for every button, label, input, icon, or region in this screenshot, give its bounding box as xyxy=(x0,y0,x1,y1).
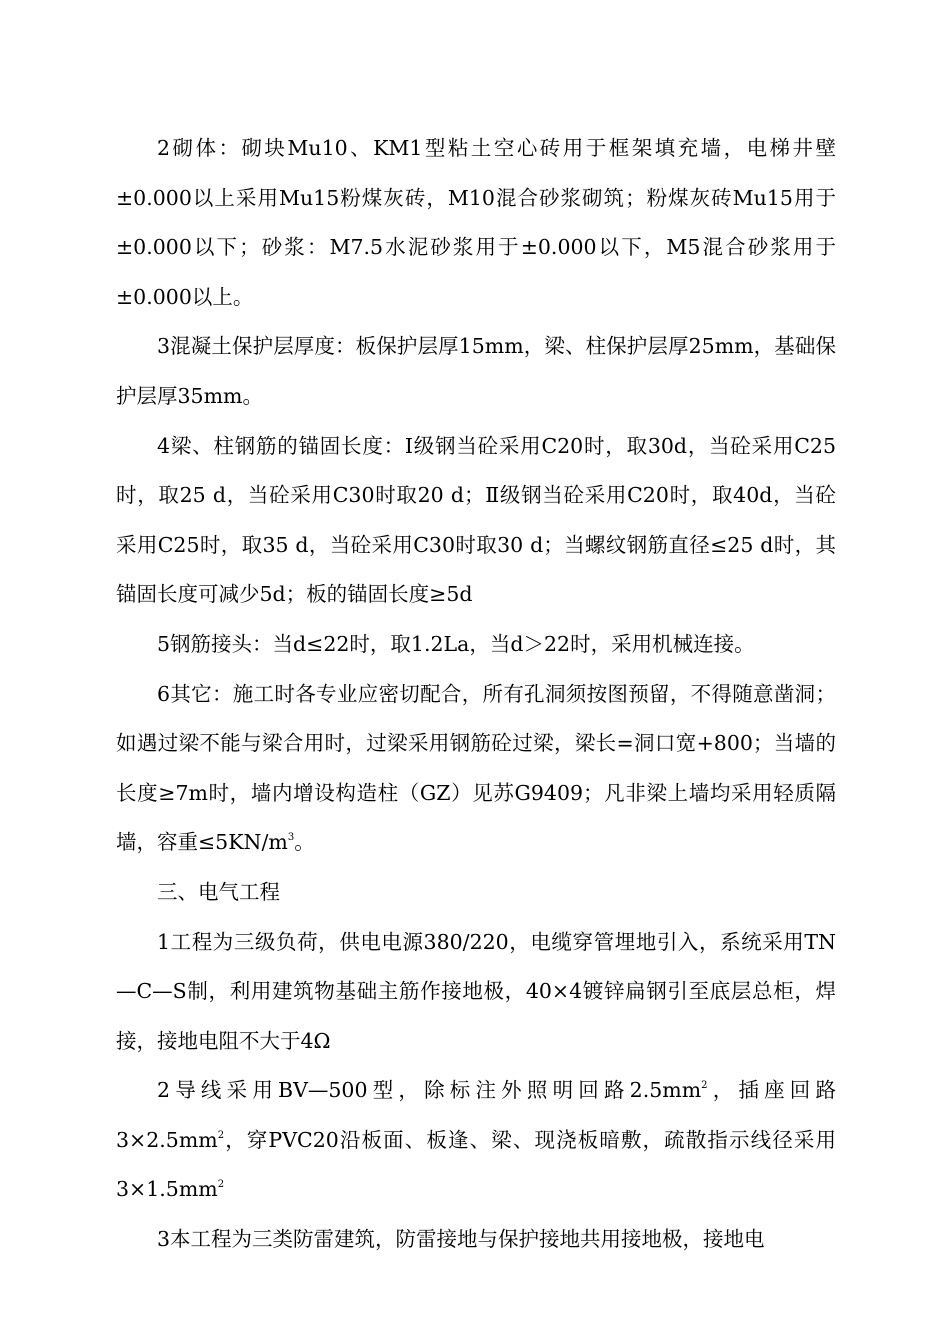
superscript: 2 xyxy=(217,1179,225,1191)
rebar-splice-paragraph: 5钢筋接头：当d≤22时，取1.2La，当d＞22时，采用机械连接。 xyxy=(157,631,755,656)
wiring-text-b: ，插座回路3×2.5mm xyxy=(116,1078,836,1152)
wiring-paragraph xyxy=(116,1066,836,1215)
lightning-protection-paragraph: 3本工程为三类防雷建筑，防雷接地与保护接地共用接地极，接地电 xyxy=(157,1227,765,1252)
masonry-paragraph: 2砌体：砌块Mu10、KM1型粘土空心砖用于框架填充墙，电梯井壁±0.000以上采用Mu15粉煤灰砖，M10混合砂浆砌筑；粉煤灰砖Mu15用于±0.000以下；砂浆：M7.5水泥砂浆用于±0.000以下，M5混合砂浆用于±0.000以上。 xyxy=(116,136,836,309)
other-notes-text: 6其它：施工时各专业应密切配合，所有孔洞须按图预留，不得随意凿洞；如遇过梁不能与梁合用时，过梁采用钢筋砼过梁，梁长=洞口宽+800；当墙的长度≥7m时，墙内增设构造柱（GZ）见苏G9409；凡非梁上墙均采用轻质隔墙，容重≤5KN/m xyxy=(116,681,836,855)
anchorage-length-paragraph: 4梁、柱钢筋的锚固长度：Ⅰ级钢当砼采用C20时，取30d，当砼采用C25时，取25 d，当砼采用C30时取20 d；Ⅱ级钢当砼采用C20时，取40d，当砼采用C25时，取35 d，当砼采用C30时取30 d；当螺纹钢筋直径≤25 d时，其锚固长度可减少5d；板的锚固长度≥5d xyxy=(116,433,836,607)
other-notes-paragraph xyxy=(116,670,836,868)
wiring-text-c: ，穿PVC20沿板面、板逢、梁、现浇板暗敷，疏散指示线径采用3×1.5mm xyxy=(116,1127,836,1202)
other-notes-end: 。 xyxy=(294,830,315,855)
superscript: 2 xyxy=(217,1129,225,1141)
section-heading-electrical: 三、电气工程 xyxy=(157,879,280,904)
power-supply-paragraph: 1工程为三级负荷，供电电源380/220，电缆穿管埋地引入，系统采用TN—C—S制，利用建筑物基础主筋作接地极，40×4镀锌扁钢引至底层总柜，焊接，接地电阻不大于4Ω xyxy=(116,929,836,1053)
wiring-text-a: 2导线采用BV—500型，除标注外照明回路2.5mm xyxy=(157,1078,702,1103)
superscript: 2 xyxy=(701,1080,708,1092)
superscript: 3 xyxy=(287,832,295,844)
document-page xyxy=(116,124,836,1265)
concrete-cover-paragraph: 3混凝土保护层厚度：板保护层厚15mm，梁、柱保护层厚25mm，基础保护层厚35mm。 xyxy=(116,334,836,408)
